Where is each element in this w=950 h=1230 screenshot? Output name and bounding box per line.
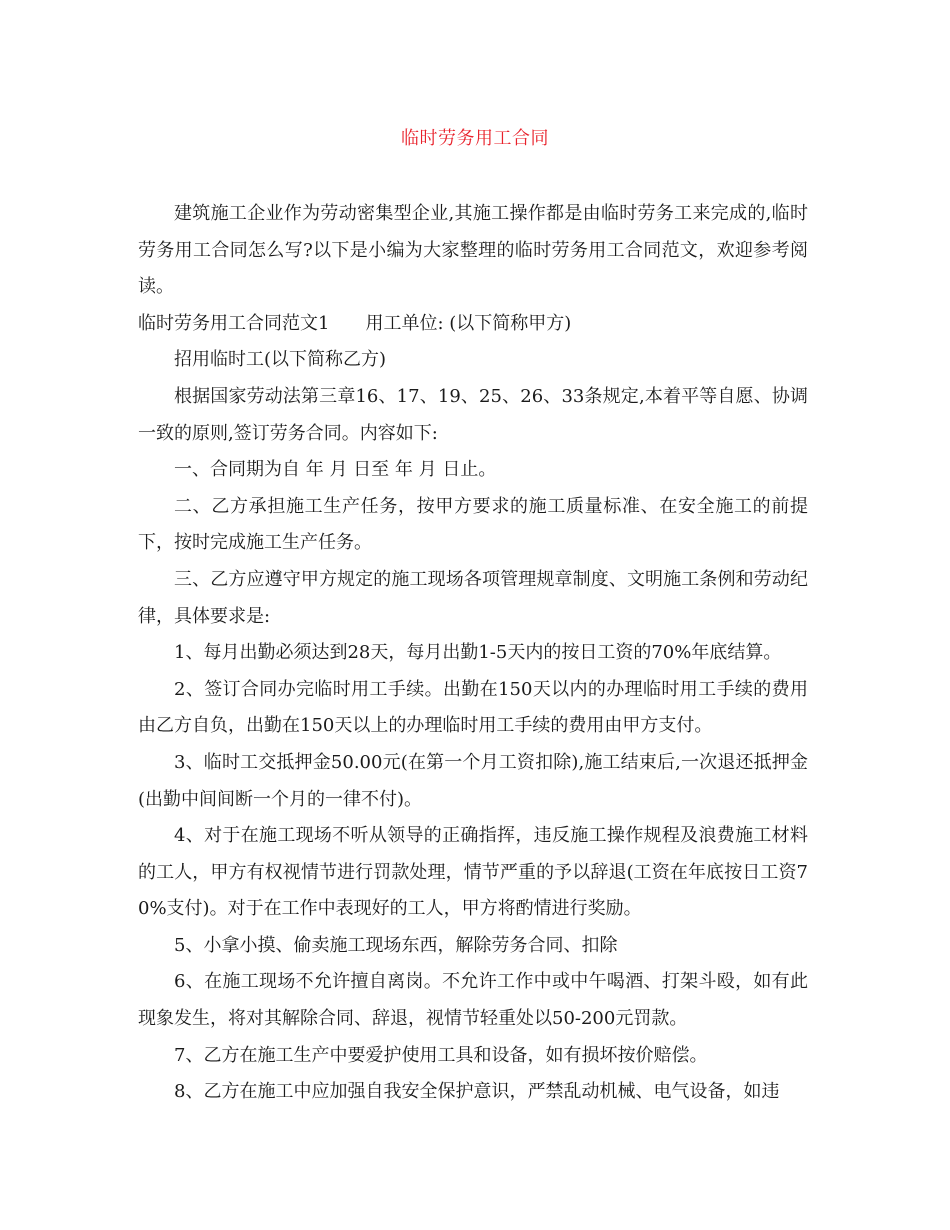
employee-label: 招用临时工(以下简称乙方) bbox=[174, 349, 387, 371]
item-7: 7、乙方在施工生产中要爱护使用工具和设备，如有损坏按价赔偿。 bbox=[174, 1044, 708, 1066]
item-5: 5、小拿小摸、偷卖施工现场东西，解除劳务合同、扣除 bbox=[174, 934, 618, 956]
heading-gap bbox=[329, 306, 365, 343]
document-body bbox=[138, 196, 808, 1111]
item-1: 1、每月出勤必须达到28天，每月出勤1-5天内的按日工资的70%年底结算。 bbox=[174, 642, 782, 664]
clause-1: 一、合同期为自 年 月 日至 年 月 日止。 bbox=[174, 459, 497, 481]
clause-3: 三、乙方应遵守甲方规定的施工现场各项管理规章制度、文明施工条例和劳动纪律，具体要求是: bbox=[138, 568, 808, 627]
item-8: 8、乙方在施工中应加强自我安全保护意识，严禁乱动机械、电气设备，如违 bbox=[174, 1081, 780, 1103]
item-6: 6、在施工现场不允许擅自离岗。不允许工作中或中午喝酒、打架斗殴，如有此现象发生，将对其解除合同、辞退，视情节轻重处以50-200元罚款。 bbox=[138, 971, 808, 1030]
document-title: 临时劳务用工合同 bbox=[401, 128, 549, 149]
item-4: 4、对于在施工现场不听从领导的正确指挥，违反施工操作规程及浪费施工材料的工人，甲方有权视情节进行罚款处理，情节严重的予以辞退(工资在年底按日工资70%支付)。对于在工作中表现好的工人，甲方将酌情进行奖励。 bbox=[138, 825, 808, 920]
item-2: 2、签订合同办完临时用工手续。出勤在150天以内的办理临时用工手续的费用由乙方自负，出勤在150天以上的办理临时用工手续的费用由甲方支付。 bbox=[138, 678, 808, 737]
basis-paragraph: 根据国家劳动法第三章16、17、19、25、26、33条规定,本着平等自愿、协调一致的原则,签订劳务合同。内容如下: bbox=[138, 385, 808, 444]
employer-label: 用工单位: (以下简称甲方) bbox=[365, 312, 572, 334]
item-3: 3、临时工交抵押金50.00元(在第一个月工资扣除),施工结束后,一次退还抵押金(出勤中间间断一个月的一律不付)。 bbox=[138, 751, 808, 810]
sample-heading: 临时劳务用工合同范文1 bbox=[138, 312, 330, 334]
intro-paragraph: 建筑施工企业作为劳动密集型企业,其施工操作都是由临时劳务工来完成的,临时劳务用工合同怎么写?以下是小编为大家整理的临时劳务用工合同范文，欢迎参考阅读。 bbox=[138, 203, 808, 298]
clause-2: 二、乙方承担施工生产任务，按甲方要求的施工质量标准、在安全施工的前提下，按时完成施工生产任务。 bbox=[138, 495, 808, 554]
sample-heading-row bbox=[138, 306, 808, 343]
